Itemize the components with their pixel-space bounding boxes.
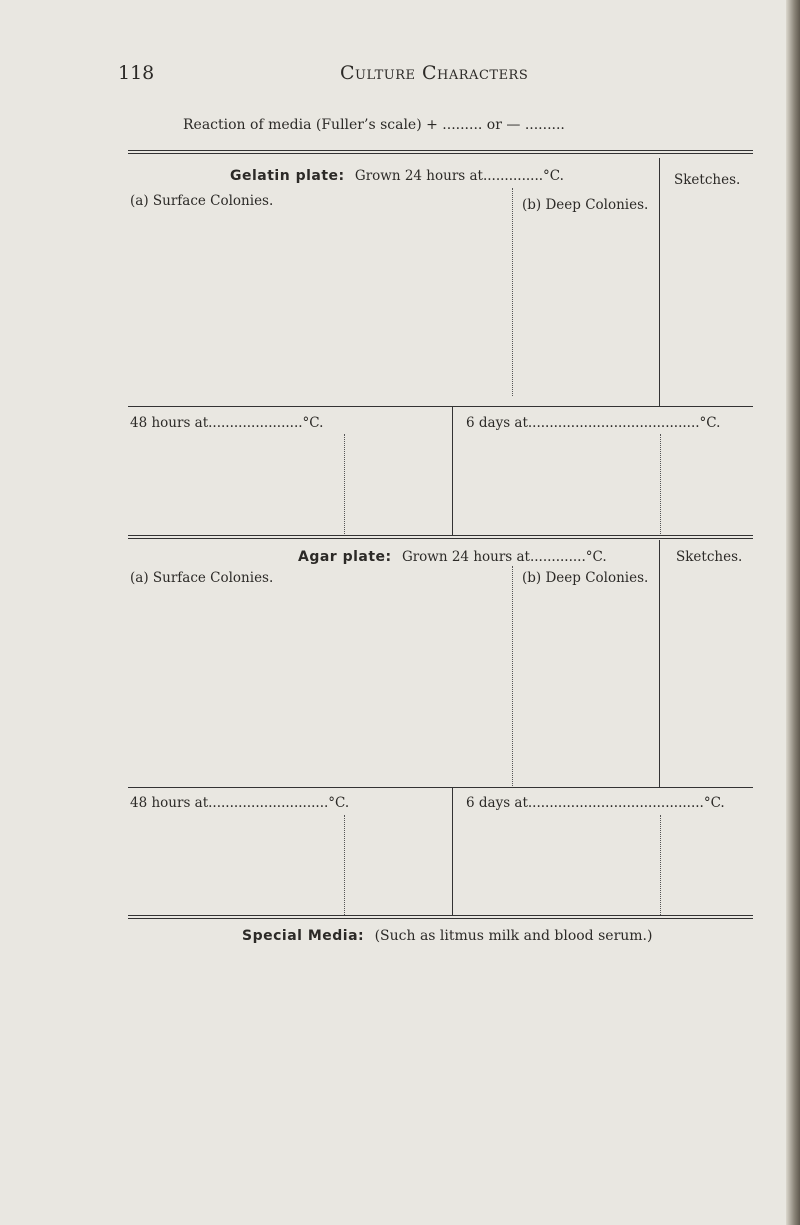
agar-sketch-divider: [659, 540, 660, 787]
agar-48h: 48 hours at............................°C.: [130, 795, 350, 811]
agar-6d: 6 days at.........................................°C.: [466, 795, 725, 811]
gelatin-top-rule: [128, 150, 753, 151]
agar-lower-divider: [452, 788, 453, 916]
gelatin-dotted-divider: [512, 188, 513, 396]
gelatin-lower-divider: [452, 407, 453, 535]
gelatin-48h: 48 hours at......................°C.: [130, 415, 324, 431]
agar-48h-dotted: [344, 815, 345, 915]
agar-bottom-rule: [128, 915, 753, 916]
gelatin-mid-rule: [128, 406, 753, 407]
gelatin-label: Gelatin plate:: [230, 168, 345, 184]
page-edge: [786, 0, 800, 1225]
gelatin-48h-dotted: [344, 434, 345, 534]
gelatin-heading: [230, 168, 564, 184]
gelatin-bottom-rule-2: [128, 538, 753, 539]
reaction-line: Reaction of media (Fuller’s scale) + ......... or — .........: [183, 117, 565, 133]
gelatin-6d: 6 days at........................................°C.: [466, 415, 721, 431]
gelatin-surface-colonies: (a) Surface Colonies.: [130, 193, 274, 209]
agar-heading: [298, 549, 607, 565]
gelatin-grown: Grown 24 hours at..............°C.: [354, 168, 564, 184]
special-media-label: Special Media:: [242, 928, 365, 944]
special-media-text: (Such as litmus milk and blood serum.): [374, 928, 653, 944]
agar-surface-colonies: (a) Surface Colonies.: [130, 570, 274, 586]
page-number: 118: [118, 62, 155, 84]
special-media-line: [242, 928, 652, 944]
agar-bottom-rule-2: [128, 918, 753, 919]
agar-label: Agar plate:: [298, 549, 392, 565]
gelatin-6d-dotted: [660, 434, 661, 534]
gelatin-deep-colonies: (b) Deep Colonies.: [522, 197, 649, 213]
agar-deep-colonies: (b) Deep Colonies.: [522, 570, 649, 586]
gelatin-sketch-divider: [659, 158, 660, 406]
running-title: Culture Characters: [340, 62, 529, 84]
agar-grown: Grown 24 hours at.............°C.: [401, 549, 607, 565]
agar-mid-rule: [128, 787, 753, 788]
gelatin-bottom-rule: [128, 535, 753, 536]
agar-dotted-divider: [512, 566, 513, 786]
agar-sketches: Sketches.: [676, 549, 743, 565]
agar-6d-dotted: [660, 815, 661, 915]
gelatin-top-rule-2: [128, 153, 753, 154]
gelatin-sketches: Sketches.: [674, 172, 741, 188]
